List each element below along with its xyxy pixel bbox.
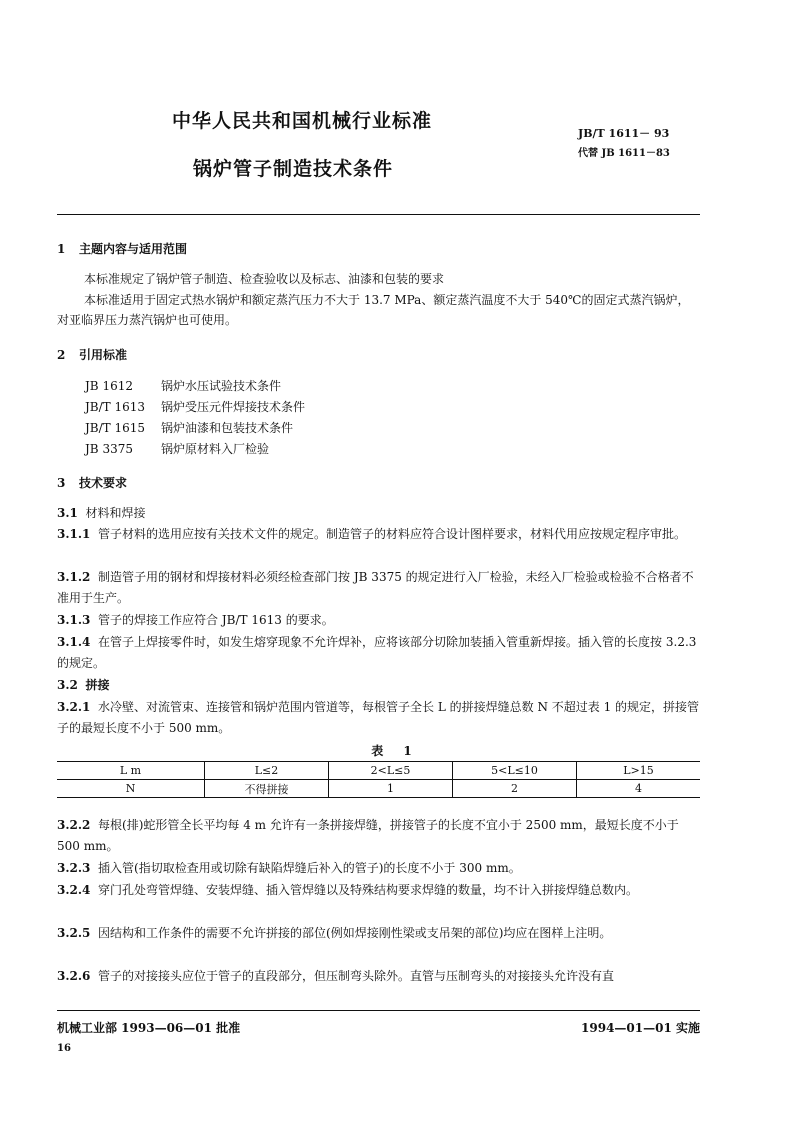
clause-3-2-3 bbox=[57, 858, 700, 879]
table-cell: 5<L≤10 bbox=[453, 762, 577, 780]
clause-number: 3.2.6 bbox=[57, 969, 91, 983]
reference-item bbox=[85, 377, 281, 394]
table-header-row bbox=[57, 762, 700, 780]
section-1-heading bbox=[57, 240, 187, 257]
reference-title: 锅炉水压试验技术条件 bbox=[161, 379, 282, 393]
clause-3-2 bbox=[57, 675, 700, 696]
section-1-paragraph-1: 本标准规定了锅炉管子制造、检查验收以及标志、油漆和包装的要求 bbox=[84, 272, 445, 286]
clause-text: 管子材料的选用应按有关技术文件的规定。制造管子的材料应符合设计图样要求，材料代用应按规定程序审批。 bbox=[98, 527, 687, 541]
clause-number: 3.1.2 bbox=[57, 570, 91, 584]
table-1-caption: 表 1 bbox=[371, 744, 420, 758]
table-cell: 2<L≤5 bbox=[329, 762, 453, 780]
clause-number: 3.2.5 bbox=[57, 926, 91, 940]
table-cell: N bbox=[57, 780, 205, 798]
reference-item bbox=[85, 398, 305, 415]
clause-3-1 bbox=[57, 503, 700, 524]
clause-number: 3.2.2 bbox=[57, 818, 91, 832]
section-2-heading bbox=[57, 346, 127, 363]
clause-text: 穿门孔处弯管焊缝、安装焊缝、插入管焊缝以及特殊结构要求焊缝的数量，均不计入拼接焊缝总数内。 bbox=[98, 883, 639, 897]
section-3-heading bbox=[57, 474, 127, 491]
clause-text: 管子的焊接工作应符合 JB/T 1613 的要求。 bbox=[98, 613, 334, 627]
approval-date: 机械工业部 1993—06—01 批准 bbox=[57, 1021, 241, 1035]
table-cell: L>15 bbox=[577, 762, 701, 780]
clause-text: 制造管子用的钢材和焊接材料必须经检查部门按 JB 3375 的规定进行入厂检验，未经入厂检验或检验不合格者不准用于生产。 bbox=[57, 570, 694, 605]
section-1-paragraph-2: 本标准适用于固定式热水锅炉和额定蒸汽压力不大于 13.7 MPa、额定蒸汽温度不大于 540℃的固定式蒸汽锅炉，对亚临界压力蒸汽锅炉也可使用。 bbox=[57, 293, 690, 327]
replaces-code: 代替 JB 1611－83 bbox=[578, 148, 670, 159]
header-rule bbox=[57, 214, 700, 215]
table-cell: 不得拼接 bbox=[205, 780, 329, 798]
page-number: 16 bbox=[57, 1043, 71, 1054]
section-number: 2 bbox=[57, 348, 66, 362]
table-cell: 1 bbox=[329, 780, 453, 798]
clause-3-2-6 bbox=[57, 966, 700, 987]
standard-code: JB/T 1611－ 93 bbox=[578, 127, 670, 140]
reference-code: JB 3375 bbox=[85, 442, 133, 456]
effective-date: 1994—01—01 实施 bbox=[581, 1021, 700, 1035]
reference-title: 锅炉油漆和包装技术条件 bbox=[161, 421, 294, 435]
section-title: 主题内容与适用范围 bbox=[79, 242, 188, 256]
clause-3-1-1 bbox=[57, 524, 700, 545]
clause-text: 拼接 bbox=[85, 678, 110, 692]
reference-item bbox=[85, 419, 293, 436]
clause-number: 3.1.4 bbox=[57, 635, 91, 649]
clause-text: 在管子上焊接零件时，如发生熔穿现象不允许焊补，应将该部分切除加装插入管重新焊接。插入管的长度按 3.2.3 的规定。 bbox=[57, 635, 697, 670]
reference-code: JB 1612 bbox=[85, 379, 133, 393]
clause-3-2-1 bbox=[57, 697, 700, 738]
clause-3-2-4 bbox=[57, 880, 700, 901]
section-title: 引用标准 bbox=[79, 348, 128, 362]
document-title: 锅炉管子制造技术条件 bbox=[193, 158, 394, 180]
reference-item bbox=[85, 440, 269, 457]
standard-category-title: 中华人民共和国机械行业标准 bbox=[172, 110, 433, 132]
reference-code: JB/T 1615 bbox=[85, 421, 146, 435]
clause-text: 每根(排)蛇形管全长平均每 4 m 允许有一条拼接焊缝，拼接管子的长度不宜小于 2500 mm，最短长度不小于 500 mm。 bbox=[57, 818, 679, 853]
reference-code: JB/T 1613 bbox=[85, 400, 146, 414]
clause-3-1-3 bbox=[57, 610, 700, 631]
clause-3-2-2 bbox=[57, 815, 700, 856]
table-1 bbox=[57, 761, 700, 798]
clause-text: 插入管(指切取检查用或切除有缺陷焊缝后补入的管子)的长度不小于 300 mm。 bbox=[98, 861, 521, 875]
reference-title: 锅炉原材料入厂检验 bbox=[161, 442, 270, 456]
section-number: 3 bbox=[57, 476, 66, 490]
clause-number: 3.2.1 bbox=[57, 700, 91, 714]
table-cell: L≤2 bbox=[205, 762, 329, 780]
table-cell: L m bbox=[57, 762, 205, 780]
footer-rule bbox=[57, 1010, 700, 1011]
clause-text: 因结构和工作条件的需要不允许拼接的部位(例如焊接刚性梁或支吊架的部位)均应在图样上注明。 bbox=[98, 926, 612, 940]
table-cell: 2 bbox=[453, 780, 577, 798]
clause-text: 材料和焊接 bbox=[85, 506, 146, 520]
clause-text: 水冷壁、对流管束、连接管和锅炉范围内管道等，每根管子全长 L 的拼接焊缝总数 N 不超过表 1 的规定，拼接管子的最短长度不小于 500 mm。 bbox=[57, 700, 700, 735]
clause-text: 管子的对接接头应位于管子的直段部分，但压制弯头除外。直管与压制弯头的对接接头允许没有直 bbox=[98, 969, 615, 983]
clause-3-1-4 bbox=[57, 632, 700, 673]
clause-number: 3.1.3 bbox=[57, 613, 91, 627]
clause-number: 3.1.1 bbox=[57, 527, 91, 541]
table-cell: 4 bbox=[577, 780, 701, 798]
clause-number: 3.2.4 bbox=[57, 883, 91, 897]
clause-3-2-5 bbox=[57, 923, 700, 944]
clause-3-1-2 bbox=[57, 567, 700, 608]
section-number: 1 bbox=[57, 242, 66, 256]
clause-number: 3.1 bbox=[57, 506, 78, 520]
reference-title: 锅炉受压元件焊接技术条件 bbox=[161, 400, 306, 414]
clause-number: 3.2 bbox=[57, 678, 78, 692]
table-row bbox=[57, 780, 700, 798]
clause-number: 3.2.3 bbox=[57, 861, 91, 875]
section-title: 技术要求 bbox=[79, 476, 128, 490]
